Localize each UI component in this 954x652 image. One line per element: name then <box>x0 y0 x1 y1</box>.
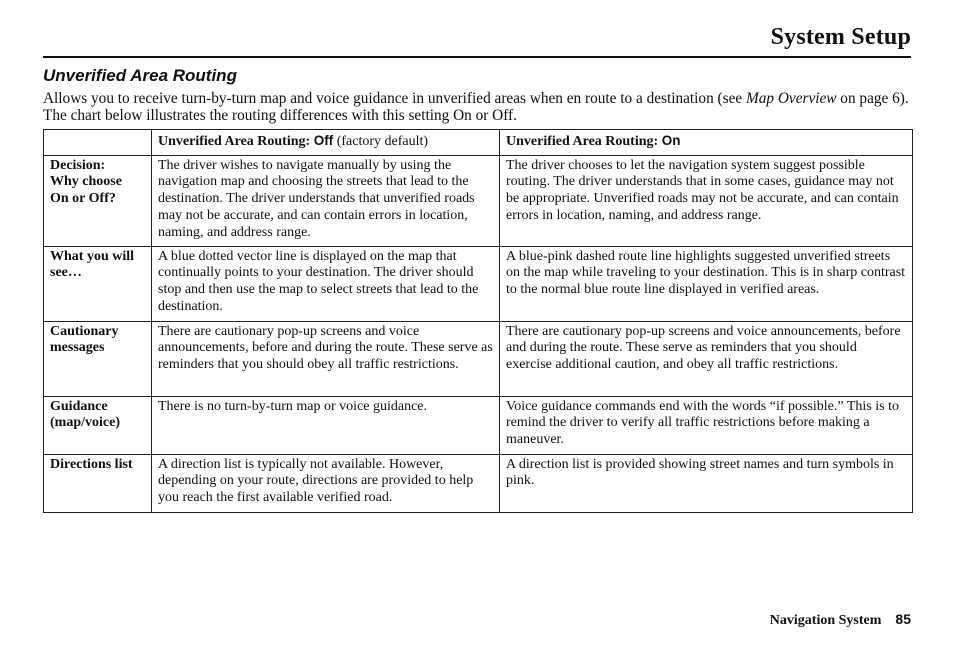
intro-reference: Map Overview <box>746 90 837 107</box>
routing-comparison-table <box>43 129 913 513</box>
intro-text: Allows you to receive turn-by-turn map and voice guidance in unverified areas when en route to a destination (see <box>43 90 746 107</box>
intro-text-end: on page 6). The chart below illustrates the routing differences with this setting On or Off. <box>43 90 909 124</box>
page-title: System Setup <box>770 24 911 50</box>
header-empty-cell <box>44 130 152 156</box>
row-label: Guidance (map/voice) <box>44 396 152 454</box>
row-label: Cautionary messages <box>44 321 152 396</box>
table-row <box>44 246 913 321</box>
intro-paragraph <box>43 90 913 124</box>
page-footer <box>770 611 911 629</box>
table-row <box>44 321 913 396</box>
cell-on: There are cautionary pop-up screens and voice announcements, before and during the route. These serve as reminders that you should exercise additional caution, and obey all traffic restrictions. <box>500 321 913 396</box>
cell-off: The driver wishes to navigate manually by using the navigation map and choosing the streets that lead to the destination. The driver understands that unverified roads may not be accurate, and can contain errors in location, naming, and address range. <box>152 155 500 246</box>
cell-on: Voice guidance commands end with the words “if possible.” This is to remind the driver to verify all traffic restrictions before making a maneuver. <box>500 396 913 454</box>
header-on: Unverified Area Routing: On <box>500 130 913 156</box>
cell-on: A blue-pink dashed route line highlights suggested unverified streets on the map while traveling to your destination. This is in sharp contrast to the normal blue route line displayed in verified areas. <box>500 246 913 321</box>
cell-on: The driver chooses to let the navigation system suggest possible routing. The driver understands that in some cases, guidance may not be appropriate. Unverified roads may not be accurate, and can contain errors in location, naming, and address range. <box>500 155 913 246</box>
cell-off: There are cautionary pop-up screens and voice announcements, before and during the route. These serve as reminders that you should obey all traffic restrictions. <box>152 321 500 396</box>
table-row <box>44 396 913 454</box>
table-header-row <box>44 130 913 156</box>
cell-off: A blue dotted vector line is displayed on the map that continually points to your destination. The driver should stop and then use the map to select streets that lead to the destination. <box>152 246 500 321</box>
row-label: Directions list <box>44 454 152 512</box>
cell-off: A direction list is typically not available. However, depending on your route, directions are provided to help you reach the first available verified road. <box>152 454 500 512</box>
page-number: 85 <box>895 611 911 627</box>
header-off: Unverified Area Routing: Off (factory default) <box>152 130 500 156</box>
section-title: Unverified Area Routing <box>43 66 237 85</box>
footer-label: Navigation System <box>769 613 882 628</box>
table-row <box>44 155 913 246</box>
header-divider <box>43 56 911 58</box>
cell-on: A direction list is provided showing street names and turn symbols in pink. <box>500 454 913 512</box>
row-label: What you will see… <box>44 246 152 321</box>
row-label: Decision: Why choose On or Off? <box>44 155 152 246</box>
table-row <box>44 454 913 512</box>
cell-off: There is no turn-by-turn map or voice guidance. <box>152 396 500 454</box>
